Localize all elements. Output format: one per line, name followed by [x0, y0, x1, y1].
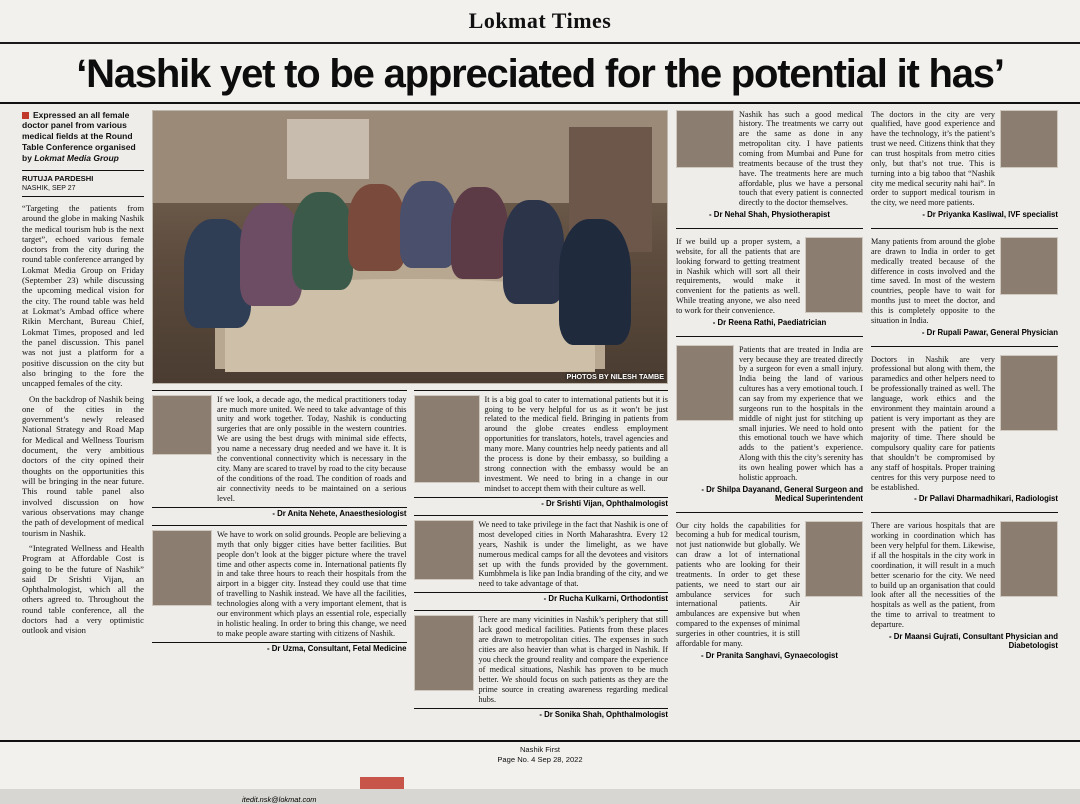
quote-role: Paediatrician	[775, 317, 827, 327]
quote-author: - Dr Rucha Kulkarni,	[543, 594, 619, 604]
doctor-portrait	[1000, 237, 1058, 295]
quote-card	[871, 355, 1058, 504]
divider	[871, 228, 1058, 229]
photo-banner	[287, 119, 369, 179]
footer-line-1: Nashik First	[519, 745, 561, 754]
byline-location: NASHIK, SEP 27	[22, 184, 76, 192]
quote-card	[152, 390, 407, 508]
quote-text: Nashik has such a good medical history. The treatments we carry out are the same as done in any metropolitan city. I have patients coming from Mumbai and Pune for treatments because of the trust they have. The treatments here are much affordable, plus we have a personal touch that every patient is connected directly to the doctor themselves.	[739, 109, 863, 208]
quote-text: There are various hospitals that are working in coordination which has been very helpful for them. Likewise, if all the hospitals in the city work in coordination, it will result in a much better scenario for the city. We need to build up an organisation that could look after all the necessities of the hospitals as well as the patient, from the time to arrival to treatment to departure.	[871, 521, 995, 629]
quote-author: - Dr Rupali Pawar,	[921, 327, 989, 337]
quote-text: Doctors in Nashik are very professional but along with them, the paramedics and other helpers need to be professionally trained as well. The language, work ethics and the environment they maintain around a patient is very important as they are present with the patient for the majority of time. There should be compulsory quality care for patients that shouldn’t be compromised by any staff of hospitals. Proper training centres for this very purpose need to be established.	[871, 354, 995, 492]
quote-role: Consultant Physician and Diabetologist	[960, 631, 1058, 650]
quote-role: General Physician	[988, 327, 1058, 337]
divider	[871, 512, 1058, 513]
quote-text: If we look, a decade ago, the medical practitioners today are much more united. We need to take advantage of this unity and work together. Today, Nashik is conducting surgeries that are only possible in the western countries. We are using the best drugs with minimal side effects, you name a necessary drug needed and we have it. It is the conventional connectivity which is necessary in the city. Many are scared to travel by road to the city because of the conditions of the road. The condition of roads and air connectivity needs to be maintained on a serious level.	[217, 394, 407, 503]
right-column-2	[871, 110, 1058, 804]
quote-card	[676, 345, 863, 503]
quote-card	[676, 521, 863, 660]
right-column-1	[676, 110, 863, 804]
kicker-line2: Lokmat Media Group	[34, 153, 119, 164]
photo-person	[348, 184, 405, 271]
quote-attribution	[871, 494, 1058, 503]
quote-author: - Dr Maansi Gujrati,	[889, 631, 961, 641]
kicker	[22, 110, 144, 164]
quote-attribution	[414, 499, 669, 508]
footer-logo-icon	[360, 777, 404, 789]
divider	[676, 228, 863, 229]
quote-attribution	[414, 594, 669, 603]
quote-attribution	[414, 710, 669, 719]
quote-attribution	[676, 485, 863, 503]
quote-text: Our city holds the capabilities for becoming a hub for medical tourism, not just nationwide but globally. We can draw a lot of international patients who are looking for their treatments. In order to get these patients, we need to start our air ambulance services for such international patients. Air ambulances are expensive but when compared to the expenses of minimal surgeries in other countries, it is still affordable for many.	[676, 520, 800, 648]
quote-card	[152, 525, 407, 643]
photo-person	[503, 200, 565, 303]
doctor-portrait	[414, 615, 474, 691]
main-photo	[152, 110, 668, 384]
quote-card	[414, 515, 669, 593]
quote-text: Patients that are treated in India are very because they are treated directly by a surgeon for even a small injury. India being the land of various cultures has a very emotional touch. I can say from my experience that we surgeons run to the hospitals in the middle of night just for stitching up small injuries. We need to hold onto this emotional touch we have which adds to the patient’s experience. Along with this the city’s serenity has its own healing power which has a holistic approach.	[739, 344, 863, 482]
quote-card	[414, 390, 669, 498]
quote-attribution	[676, 318, 863, 327]
footer-text	[497, 745, 582, 766]
contact-email[interactable]: itedit.nsk@lokmat.com	[242, 794, 317, 804]
quote-attribution	[871, 632, 1058, 650]
masthead-title: Lokmat Times	[468, 8, 612, 33]
quote-author: - Dr Nehal Shah,	[709, 210, 770, 220]
page-title: ‘Nashik yet to be appreciated for the potential it has’	[76, 52, 1004, 96]
quote-role: Radiologist	[1013, 494, 1058, 504]
doctor-portrait	[1000, 521, 1058, 597]
photo-person	[451, 187, 508, 279]
quote-role: Ophthalmologist	[603, 498, 668, 508]
byline	[22, 170, 144, 197]
quote-card	[676, 237, 863, 327]
quote-text: We have to work on solid grounds. People are believing a myth that only bigger cities have better facilities. But people don’t look at the bigger picture where the travel time and other aspects come in. International patients fly in and take three hours to reach their hospitals from the airport in a bigger city. Instead they could use that time of travelling to Nashik instead. We have all the facilities, technologies along with a very important element, that is our environment which plays an essential role, especially in holistic healing. In order to bring this change, we need to make people aware starting with citizens of Nashik.	[217, 529, 407, 638]
quote-author: - Dr Priyanka Kasliwal,	[922, 210, 1006, 220]
doctor-portrait	[1000, 355, 1058, 431]
quote-card	[871, 237, 1058, 337]
doctor-portrait	[152, 530, 212, 606]
quote-role: Physiotherapist	[769, 210, 830, 220]
quote-role: Anaesthesiologist	[337, 508, 407, 518]
quote-attribution	[871, 328, 1058, 337]
quote-text: The doctors in the city are very qualified, have good experience and have the technology, it’s the patient’s trust we need. Citizens think that they can trust hospitals from metro cities only, but that’s not true. This is turning into a big taboo that “Nashik city me medical security nahi hai”. In order to support medical tourism in the city, we need more patients.	[871, 109, 995, 208]
footer-line-2: Page No. 4 Sep 28, 2022	[497, 755, 583, 765]
lead-paragraph-2: On the backdrop of Nashik being one of the cities in the government’s newly released National Strategy and Road Map for Medical and Wellness Tourism document, the very ambitious doctors of the city opined their thoughts on the opportunities this will be bringing in the near future. This round table panel also involved discussion on how various observations may change the path of development of medical tourism in Nashik.	[22, 393, 144, 538]
quote-text: Many patients from around the globe are drawn to India in order to get medically treated because of the difference in costs involved and the time saved. In most of the western countries, people have to wait for months just to meet the doctor, and this is completely opposite to the situation in India.	[871, 237, 995, 325]
quote-text: There are many vicinities in Nashik’s periphery that still lack good medical facilities. Patients from these places are drawn to metropolitan cities. The expenses in such cities are also heavier than what is charged in Nashik. If you check the ground reality and compare the experience of medical situations, Nashik has proven to be much better. We should focus on such patients as they are the prime source in creating awareness regarding medical hubs.	[478, 615, 668, 704]
quote-card	[414, 610, 669, 708]
divider	[676, 512, 863, 513]
doctor-portrait	[676, 345, 734, 421]
divider	[871, 346, 1058, 347]
quote-text: If we build up a proper system, a website, for all the patients that are looking forward to getting treatment in Nashik which will sort all their requirements, would make it convenient for the patients as well. While treating anyone, we also need to work for their convenience.	[676, 237, 800, 315]
quote-author: - Dr Uzma,	[267, 643, 306, 653]
quote-role: IVF specialist	[1005, 210, 1058, 220]
masthead	[0, 0, 1080, 44]
quote-card	[871, 521, 1058, 649]
photo-credit: PHOTOS BY NILESH TAMBE	[566, 371, 664, 381]
doctor-portrait	[805, 237, 863, 313]
quote-attribution	[871, 210, 1058, 219]
page-footer	[0, 740, 1080, 789]
quote-author: - Dr Pallavi Dharmadhikari,	[914, 494, 1014, 504]
doctor-portrait	[414, 395, 480, 483]
byline-name: RUTUJA PARDESHI	[22, 173, 94, 183]
doctor-portrait	[414, 520, 474, 580]
photo-person	[400, 181, 457, 268]
quote-role: Consultant, Fetal Medicine	[305, 643, 407, 653]
quote-author: - Dr Reena Rathi,	[712, 317, 776, 327]
article-body	[0, 104, 1080, 804]
lead-paragraph-3: “Integrated Wellness and Health Program at Affordable Cost is going to be the future of Nashik” said Dr Srishti Vijan, an Ophthalmologist, which all the others agreed to. Throughout the round table conference, all the doctors had a very optimistic outlook and vision	[22, 542, 144, 636]
photo-person	[292, 192, 354, 290]
quote-card	[871, 110, 1058, 219]
quote-card	[676, 110, 863, 219]
doctor-portrait	[152, 395, 212, 455]
right-columns	[676, 110, 1058, 804]
quote-role: Ophthalmologist	[603, 709, 668, 719]
quote-attribution	[676, 210, 863, 219]
quote-role: General Surgeon and Medical Superintendent	[775, 484, 863, 503]
doctor-portrait	[1000, 110, 1058, 168]
kicker-line1: Expressed an all female doctor panel from various medical fields at the Round Table Conference organised by	[22, 109, 136, 164]
quote-author: - Dr Sonika Shah,	[539, 709, 604, 719]
quote-role: Orthodontist	[618, 594, 668, 604]
quote-attribution	[676, 651, 863, 660]
quote-text: We need to take privilege in the fact that Nashik is one of most developed cities in North Maharashtra. Every 12 years, Nashik is under the limelight, as we have numerous medical camps for all the devotees and visitors set up with the funds provided by the government. Kumbhmela is like pan India branding of the city, and we need to take advantage of that.	[478, 519, 668, 589]
headline-area	[0, 44, 1080, 104]
bullet-square-icon	[22, 112, 29, 119]
quote-attribution	[152, 509, 407, 518]
doctor-portrait	[676, 110, 734, 168]
quote-attribution	[152, 644, 407, 653]
lead-paragraph-1: “Targeting the patients from around the globe in making Nashik the medical tourism hub is the next target”, echoed various female doctors from the city during the round table conference arranged by Lokmat Media Group on Friday (September 23) while discussing the upcoming medical vision for the city. The round table was held at Lokmat’s Ambad office where Rikin Merchant, Bureau Chief, Lokmat Times, proposed and led the panel discussion. This panel was not just a platform for a positive discussion on the city but also bringing to the fore the uncapped females of the city.	[22, 202, 144, 389]
quote-author: - Dr Shilpa Dayanand,	[701, 484, 782, 494]
quote-role: Gynaecologist	[782, 650, 838, 660]
doctor-portrait	[805, 521, 863, 597]
photo-person	[559, 219, 631, 344]
quote-author: - Dr Anita Nehete,	[272, 508, 338, 518]
left-column	[22, 110, 144, 804]
quote-author: - Dr Pranita Sanghavi,	[701, 650, 783, 660]
quote-text: It is a big goal to cater to international patients but it is going to be very helpful for us as it won’t be just related to the medical field. Bringing in patients from around the globe creates endless employment opportunities for translators, hotels, travel agencies and many more. Many countries help needy patients and all the process is done by their embassy, so building a strong connection with the embassy would be an investment. We need to bring in a change in our mindset to accept them with their culture as well.	[484, 394, 668, 493]
divider	[676, 336, 863, 337]
centre-column	[152, 110, 668, 804]
quote-author: - Dr Srishti Vijan,	[541, 498, 604, 508]
